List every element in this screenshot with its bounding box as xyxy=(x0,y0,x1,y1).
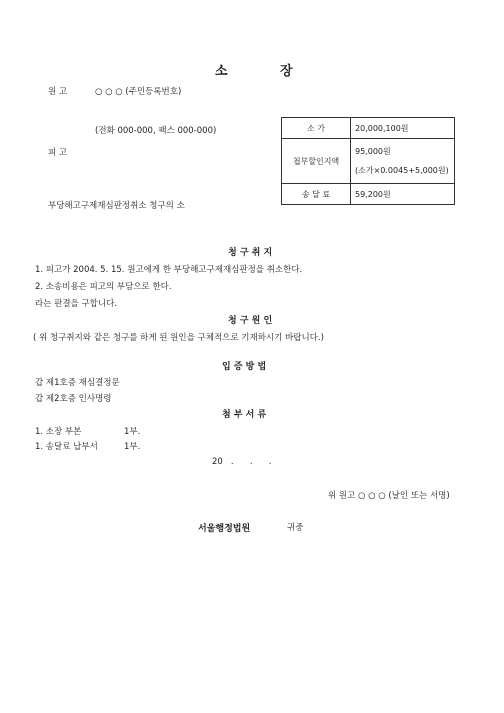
claim-item: 2. 소송비용은 피고의 부담으로 한다. xyxy=(35,282,172,292)
fee-row-service xyxy=(282,184,455,205)
claim-item: 1. 피고가 2004. 5. 15. 원고에게 한 부당해고구제재심판정을 취소한다. xyxy=(35,265,303,275)
fee-row-stamp xyxy=(282,139,455,184)
claim-reason-text: ( 위 청구취지와 같은 청구를 하게 된 원인을 구체적으로 기재하시기 바랍니다.) xyxy=(33,333,324,343)
section-claim-reason: 청 구 원 인 xyxy=(228,316,273,326)
fee-value: 20,000,100원 xyxy=(351,118,455,139)
document-title-left: 소 xyxy=(215,64,229,79)
attachment-name: 1. 송달료 납부서 xyxy=(35,442,98,452)
plaintiff-value: ○ ○ ○ (주민등록번호) xyxy=(95,87,182,97)
section-evidence: 입 증 방 법 xyxy=(222,362,267,372)
document-title-right: 장 xyxy=(280,64,294,79)
attachment-count: 1부. xyxy=(124,427,141,437)
section-claim-purpose: 청 구 취 지 xyxy=(228,248,273,258)
fee-value xyxy=(351,139,455,184)
signature-line: 위 원고 ○ ○ ○ (날인 또는 서명) xyxy=(328,491,450,501)
fee-value-line: (소가×0.0045+5,000원) xyxy=(355,166,449,175)
fee-table xyxy=(281,117,455,205)
attachment-count: 1부. xyxy=(124,442,141,452)
defendant-label: 피 고 xyxy=(48,148,68,158)
date-line: 20 . . . xyxy=(212,457,272,467)
addressee: 귀중 xyxy=(287,523,304,533)
fee-value-line: 95,000원 xyxy=(355,147,391,156)
case-name: 부당해고구제재심판정취소 청구의 소 xyxy=(48,201,185,211)
court-name: 서울행정법원 xyxy=(198,524,251,534)
fee-row-claim-value xyxy=(282,118,455,139)
attachment-name: 1. 소장 부본 xyxy=(35,427,82,437)
evidence-item: 갑 제2호증 인사명령 xyxy=(35,394,112,404)
fee-label: 첩부할인지액 xyxy=(282,139,351,184)
section-attachments: 첨 부 서 류 xyxy=(222,410,267,420)
fee-label: 송 달 료 xyxy=(282,184,351,205)
claim-item: 라는 판결을 구합니다. xyxy=(35,299,118,309)
evidence-item: 갑 제1호증 재심결정문 xyxy=(35,378,120,388)
fee-value: 59,200원 xyxy=(351,184,455,205)
fee-label: 소 가 xyxy=(282,118,351,139)
plaintiff-label: 원 고 xyxy=(48,87,68,97)
contact-info: (전화 000-000, 팩스 000-000) xyxy=(95,126,217,136)
